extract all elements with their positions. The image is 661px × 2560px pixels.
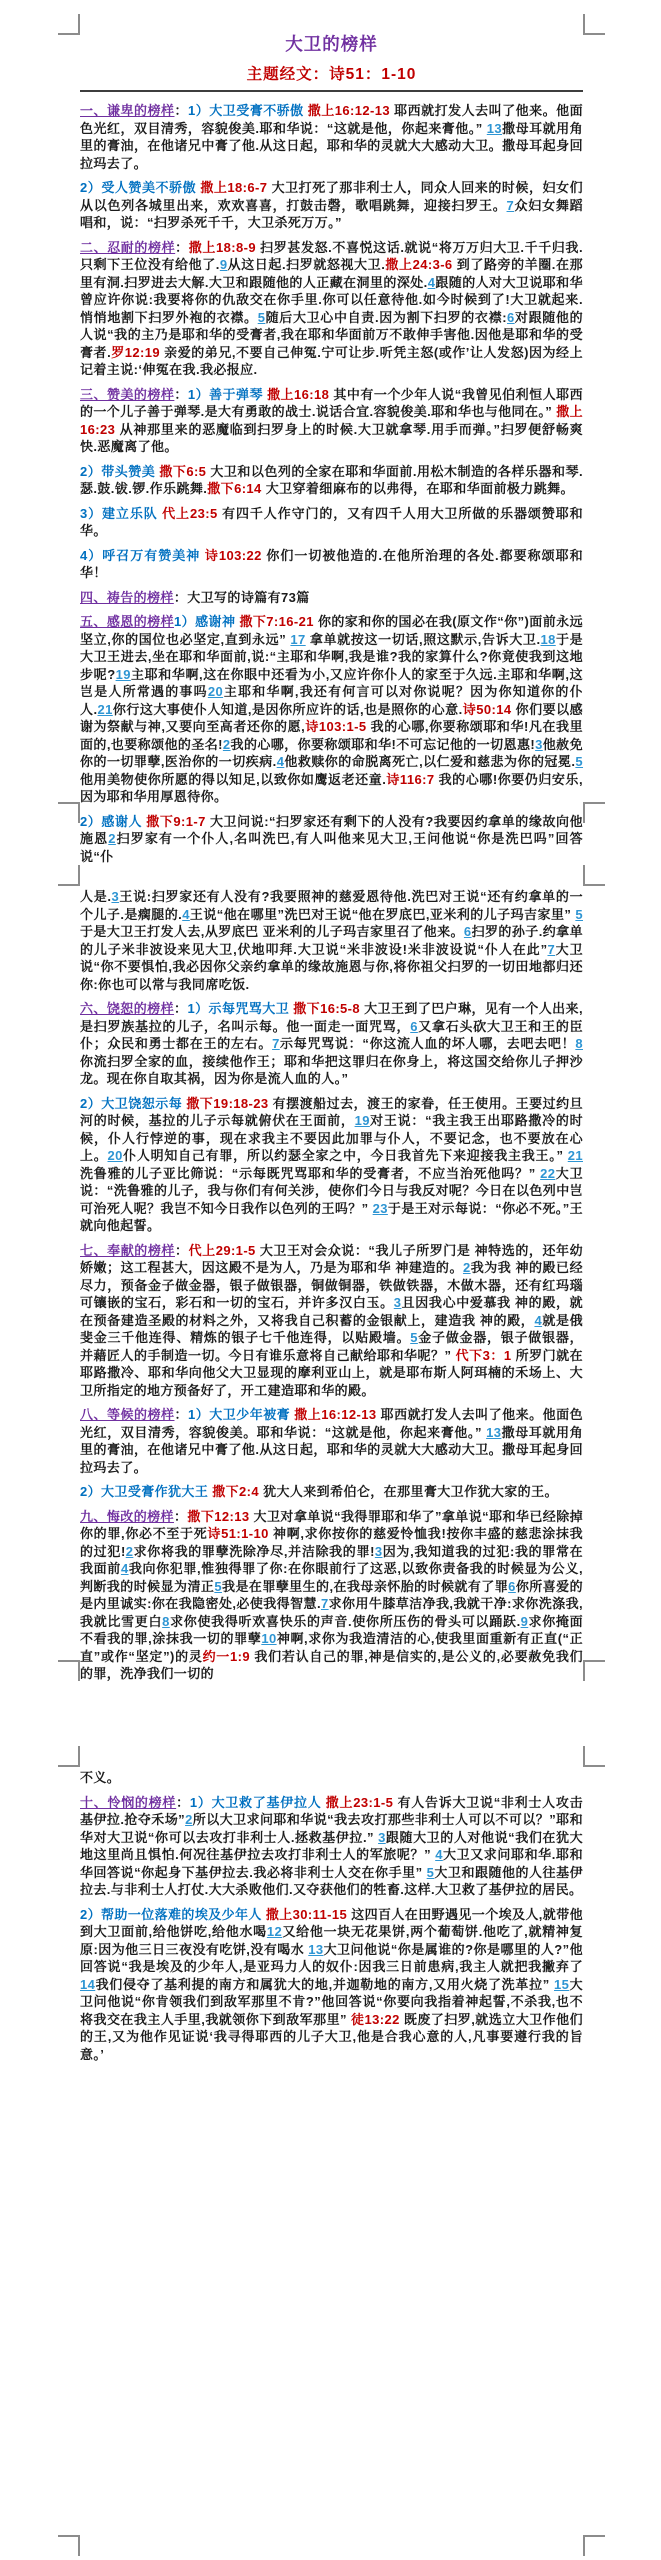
verse-number: 9 (219, 257, 228, 272)
body-text: 大卫打死了那非利士人，同众人回来的时候，妇女们从以色列各城里出来，欢欢喜喜，打鼓击磬，歌唱跳舞，迎接扫罗王。 (80, 180, 584, 213)
page3-top-right-corner-mark (583, 1746, 605, 1767)
verse-number: 7 (506, 197, 515, 213)
body-text: 耶西就打发人去叫了他来。他面色光红，双目清秀，容貌俊美。耶和华说：“这就是他，你起来膏他。” (80, 1407, 583, 1440)
body-text: 于是王对示每说：“你必不死。”王就向他起誓。 (80, 1200, 584, 1233)
verse-number: 7 (320, 1596, 329, 1611)
subpoint-label: 1）善于弹琴 (187, 386, 268, 402)
body-text: 亲爱的弟兄,不要自己伸冤.宁可让步.听凭主怒(或作’让人发怒)因为经上记着主说:‘伸冤在我.我必报应. (80, 344, 583, 377)
scripture-reference: 撒下2:4 (212, 1484, 264, 1499)
verse-number: 7 (547, 941, 556, 957)
scripture-reference: 诗103:22 (204, 547, 267, 563)
verse-number: 5 (426, 1864, 435, 1880)
verse-number: 3 (374, 1543, 383, 1559)
scripture-reference: 撒下16:5-8 (293, 1001, 365, 1016)
body-text: 其中有一个少年人说“我曾见伯利恒人耶西的一个儿子善于弹琴.是大有勇敢的战士.说话合宜.容貌俊美.耶和华也与他同在。” (80, 386, 583, 419)
body-text: 大卫和以色列的全家在耶和华面前.用松木制造的各样乐器和琴.瑟.鼓.钹.锣.作乐跳舞. (80, 463, 583, 496)
paragraph (80, 1406, 583, 1476)
section-heading: 八、等候的榜样 (80, 1407, 175, 1422)
body-text: 求你掩面不看我的罪,涂抹我一切的罪孽 (80, 1613, 583, 1646)
paragraph (80, 1906, 583, 2064)
verse-number: 22 (540, 1165, 556, 1181)
body-text: 你行这大事使仆人知道,是因你所应许的话,也是照你的心意. (112, 701, 463, 717)
verse-number: 21 (567, 1148, 583, 1163)
body-text: 你流扫罗全家的血，接续他作王；耶和华把这罪归在你身上，将这国交给你儿子押沙龙。现在你自取其祸，因为你是流人血的人。” (80, 1053, 583, 1086)
body-text: 你所喜爱的是内里诚实:你在我隐密处,必使我得智慧. (80, 1578, 583, 1611)
body-text: 王说“他在哪里”洗巴对王说“他在罗底巴,亚米利的儿子玛吉家里” (189, 906, 576, 922)
scripture-reference: 撒上23:1-5 (325, 1794, 398, 1810)
page1-body (80, 102, 583, 865)
section-heading: 十、怜悯的榜样 (80, 1794, 177, 1810)
verse-number: 17 (290, 631, 306, 647)
paragraph (80, 547, 583, 582)
body-text: 大卫和跟随他的人往基伊拉去.与非利士人打仗.大大杀败他们.又夺获他们的牲畜.这样.大卫救了基伊拉的居民。 (80, 1864, 583, 1897)
body-text: 主耶和华啊,我还有何言可以对你说呢？因为你知道你的仆人. (80, 684, 583, 717)
body-text: 我向你犯罪,惟独得罪了你:在你眼前行了这恶,以致你责备我的时候显为公义,判断我的时候显为清正 (80, 1561, 583, 1594)
verse-number: 13 (308, 1941, 324, 1957)
body-text: 大卫问他说“你是属谁的?你是哪里的人?”他回答说“我是埃及的少年人,是亚玛力人的奴仆:因我三日前患病,我主人就把我撇弃了 (80, 1941, 583, 1974)
scripture-reference: 撒上18:8-9 (188, 239, 261, 255)
paragraph (80, 1483, 583, 1501)
verse-number: 6 (507, 309, 515, 325)
body-text: 我是在罪孽里生的,在我母亲怀胎的时候就有了罪 (221, 1578, 509, 1594)
body-text: 有摆渡船过去，渡王的家眷，任王使用。王要过约旦河的时候，基拉的儿子示每就俯伏在王面前， (80, 1095, 583, 1128)
scripture-reference: 约一1:9 (202, 1648, 255, 1664)
verse-number: 18 (540, 631, 556, 647)
body-text: 他救赎你的命脱离死亡,以仁爱和慈悲为你的冠冕. (284, 754, 576, 769)
scripture-reference: 撒上16:12-13 (294, 1407, 381, 1422)
verse-number: 19 (354, 1113, 370, 1128)
body-text: 既废了扫罗,就选立大卫作他们的王,又为他作见证说‘我寻得耶西的儿子大卫,他是合我心意的人,凡事要遵行我的旨意。’ (80, 2011, 583, 2062)
section-heading: 九、悔改的榜样 (80, 1508, 174, 1524)
verse-number: 20 (207, 684, 224, 699)
verse-number: 10 (261, 1631, 277, 1646)
paragraph (80, 463, 583, 498)
scripture-reference: 徒13:22 (351, 2011, 404, 2027)
verse-number: 20 (107, 1148, 123, 1163)
body-text: 我们若认自己的罪,神是信实的,是公义的,必要赦免我们的罪，洗净我们一切的 (80, 1648, 583, 1681)
verse-number: 6 (508, 1578, 516, 1594)
body-text: 仆人明知自己有罪，所以约瑟全家之中，今日我首先下来迎接我主我王。” (122, 1148, 568, 1163)
scripture-reference: 撒下6:5 (159, 463, 211, 479)
body-text: 大卫对拿单说“我得罪耶和华了”拿单说“耶和华已经除掉你的罪,你必不至于死 (80, 1508, 584, 1541)
body-text: 于是大卫王打发人去,从罗底巴 亚米利的儿子玛吉家里召了他来。 (80, 924, 464, 939)
scripture-reference: 撒上16:12-13 (307, 103, 395, 118)
verse-number: 5 (257, 309, 266, 325)
paragraph (80, 1242, 583, 1400)
document-subtitle: 主题经文：诗51：1-10 (246, 65, 417, 83)
verse-number: 2 (462, 1260, 471, 1275)
verse-number: 5 (575, 754, 584, 769)
body-text: 且因我心中爱慕我 神的殿，就在预备建造圣殿的材料之外，又将我自己积蓄的金银献上，建造我 神的殿， (80, 1295, 584, 1328)
paragraph (80, 589, 583, 607)
verse-number: 2 (125, 1543, 134, 1559)
body-text: 大卫又求问耶和华.耶和华回答说“你起身下基伊拉去.我必将非利士人交在你手里” (80, 1847, 583, 1880)
verse-number: 14 (80, 1976, 96, 1992)
body-text: 对跟随他的人说“我的主乃是耶和华的受膏者,我在耶和华面前万不敢伸手害他.因他是耶和华的受膏者. (80, 309, 583, 360)
paragraph (80, 1000, 583, 1088)
body-text: 你们一切被他造的.在他所治理的各处.都要称颂耶和华！ (80, 547, 584, 580)
subpoint-label: 2）带头赞美 (80, 463, 160, 479)
body-text: 众妇女舞蹈唱和，说：“扫罗杀死千千，大卫杀死万万。” (80, 197, 583, 230)
verse-number: 19 (115, 666, 131, 682)
body-text: 他用美物使你所愿的得以知足,以致你如鹰返老还童. (80, 771, 387, 787)
page1-top-right-corner-mark (583, 14, 605, 35)
paragraph (80, 102, 583, 172)
verse-number: 3 (378, 1829, 386, 1845)
scripture-reference: 罗12:19 (111, 344, 165, 360)
body-text: 大卫说：“洗鲁雅的儿子，我与你们有何关涉，使你们今日与我反对呢？今日在以色列中岂可治死人呢？我岂不知今日我作以色列的王吗？” (80, 1165, 583, 1216)
body-text: 于是大卫王进去,坐在耶和华面前,说:“主耶和华啊,我是谁?我的家算什么?你竟使我到这地步呢? (80, 631, 583, 682)
body-text: 洗鲁雅的儿子亚比筛说：“示每既咒骂耶和华的受膏者，不应当治死他吗？” (80, 1165, 541, 1181)
verse-number: 4 (276, 754, 285, 769)
verse-number: 4 (120, 1561, 129, 1576)
scripture-reference: 诗51:1-10 (207, 1526, 274, 1541)
subpoint-label: 2）受人赞美不骄傲 (80, 180, 201, 195)
page3-top-left-corner-mark (58, 1746, 80, 1767)
verse-number: 3 (535, 736, 543, 752)
paragraph (80, 888, 583, 993)
paragraph (80, 613, 583, 806)
scripture-reference: 撒下6:14 (207, 481, 266, 496)
paragraph (80, 1794, 583, 1899)
subtitle-divider (80, 90, 583, 92)
document-page-2 (80, 888, 583, 1690)
paragraph (80, 813, 583, 866)
body-text: ： (175, 239, 189, 255)
subpoint-label: 3）建立乐队 (80, 505, 163, 521)
verse-number: 3 (111, 889, 120, 904)
subpoint-label: 1）示每咒骂大卫 (187, 1001, 294, 1016)
body-text: 你的家和你的国必在我(原文作“你”)面前永远坚立,你的国位也必坚定,直到永远” (80, 614, 583, 647)
verse-number: 5 (214, 1578, 222, 1594)
verse-number: 2 (185, 1812, 193, 1827)
scripture-reference: 撒下7:16-21 (239, 614, 318, 629)
section-heading: 六、饶恕的榜样 (80, 1001, 175, 1016)
verse-number: 3 (393, 1295, 402, 1310)
page1-bottom-right-corner-mark (583, 802, 605, 823)
scripture-reference: 撒上16:18 (267, 386, 334, 402)
body-text: 他赦免你的一切罪孽,医治你的一切疾病. (80, 736, 583, 769)
paragraph (80, 1095, 583, 1235)
body-text: 又拿石头砍大卫王和王的臣仆；众民和勇士都在王的左右。 (80, 1018, 583, 1051)
body-text: ：大卫写的诗篇有73篇 (173, 589, 310, 605)
body-text: ： (174, 103, 188, 118)
body-text: 主耶和华啊,这在你眼中还看为小,又应许你仆人的家至于久远.主耶和华啊,这岂是人所常遇的事吗 (80, 666, 583, 699)
body-text: ： (173, 1508, 188, 1524)
body-text: 就是俄斐金三千他连得、精炼的银子七千他连得，以贴殿墙。 (80, 1312, 584, 1345)
paragraph (80, 1508, 583, 1683)
body-text: 从这日起.扫罗就怒视大卫. (227, 257, 386, 272)
document-page-1 (80, 36, 583, 872)
body-text: 所罗门就在耶路撒冷、耶和华向他父大卫显现的摩利亚山上，就是耶布斯人阿珥楠的禾场上、大卫所指定的地方预备好了，开工建造耶和华的殿。 (80, 1347, 583, 1398)
scripture-reference: 代上23:5 (162, 505, 223, 521)
body-text: 大卫王到了巴户琳，见有一个人出来,是扫罗族基拉的儿子，名叫示每。他一面走一面咒骂， (80, 1001, 583, 1034)
body-text: 跟随大卫的人对他说“我们在犹大地这里尚且惧怕.何况往基伊拉去攻打非利士人的军旅呢？” (80, 1829, 583, 1862)
verse-number: 4 (427, 274, 436, 290)
body-text: 到了路旁的羊圈.在那里有洞.扫罗进去大解.大卫和跟随他的人正藏在洞里的深处. (80, 257, 583, 290)
body-text: 求你将我的罪孽洗除净尽,并洁除我的罪! (133, 1543, 375, 1559)
subpoint-label: 4）呼召万有赞美神 (80, 547, 205, 563)
body-text: 人是. (80, 889, 112, 904)
scripture-reference: 代下3：1 (455, 1347, 516, 1363)
body-text: 耶西就打发人去叫了他来。他面色光红，双目清秀，容貌俊美.耶和华说：“这就是他，你起来膏他。” (80, 103, 583, 136)
scripture-reference: 撒上18:6-7 (200, 180, 272, 195)
scripture-reference: 诗103:1-5 (305, 719, 371, 734)
verse-number: 9 (520, 1613, 529, 1629)
body-text: 有四千人作守门的，又有四千人用大卫所做的乐器颂赞耶和华。 (80, 505, 583, 538)
section-heading: 四、祷告的榜样 (80, 589, 174, 605)
verse-number: 7 (272, 1036, 280, 1051)
body-text: 大卫说“你不要惧怕,我必因你父亲约拿单的缘故施恩与你,将你祖父扫罗的一切田地都归还你:你也可以常与我同席吃饭. (80, 941, 583, 992)
body-text: 这四百人在田野遇见一个埃及人,就带他到大卫面前,给他饼吃,给他水喝 (80, 1906, 583, 1939)
document-title: 大卫的榜样 (285, 34, 378, 54)
verse-number: 8 (162, 1613, 170, 1629)
body-text: 犹大人来到希伯仑，在那里膏大卫作犹大家的王。 (263, 1484, 558, 1499)
verse-number: 8 (575, 1036, 583, 1051)
paragraph (80, 239, 583, 379)
page1-bottom-left-corner-mark (58, 802, 80, 823)
body-text: 我的心哪，你要称颂耶和华!不可忘记他的一切恩惠! (230, 736, 536, 752)
page2-top-left-corner-mark (58, 865, 80, 886)
subpoint-label: 2）大卫饶恕示每 (80, 1095, 187, 1111)
verse-number: 6 (410, 1018, 418, 1034)
body-text: 神啊,求你按你的慈爱怜恤我!按你丰盛的慈悲涂抹我的过犯! (80, 1526, 583, 1559)
page3-bottom-right-corner-mark (583, 2535, 605, 2556)
verse-number: 21 (97, 701, 113, 717)
body-text: 神啊,求你为我造清洁的心,使我里面重新有正直(“正直”或作“坚定”)的灵 (80, 1631, 583, 1664)
body-text: 扫罗的孙子.约拿单的儿子米非波设来见大卫,伏地叩拜.大卫说“米非波设!米非波设说“仆人在此” (80, 924, 583, 957)
verse-number: 15 (554, 1976, 570, 1992)
body-text: ： (174, 1001, 188, 1016)
section-heading: 二、忍耐的榜样 (80, 239, 176, 255)
page3-bottom-left-corner-mark (58, 2535, 80, 2556)
verse-number: 13 (486, 120, 503, 136)
body-text: 扫罗家有一个仆人,名叫洗巴,有人叫他来见大卫,王问他说“你是洗巴吗”回答说“仆 (80, 831, 583, 864)
body-text: 撒母耳就用角里的膏油，在他诸兄中膏了他.从这日起，耶和华的灵就大大感动大卫。撒母耳起身回拉玛去了。 (80, 1424, 583, 1475)
body-text: 大卫问他说“你肯领我们到敌军那里不肯?”他回答说“你要向我指着神起誓,不杀我,也不将我交在我主人手里,我就领你下到敌军那里” (80, 1976, 583, 2027)
body-text: 示每咒骂说：“你这流人血的坏人哪，去吧去吧！ (279, 1036, 576, 1051)
body-text: 求你用牛膝草洁净我,我就干净:求你洗涤我,我就比雪更白 (80, 1596, 584, 1629)
body-text: 又给他一块无花果饼,两个葡萄饼.他吃了,就精神复原:因为他三日三夜没有吃饼,没有喝水 (80, 1924, 583, 1957)
section-heading: 三、赞美的榜样 (80, 386, 175, 402)
body-text: 我为我 神的殿已经尽力，预备金子做金器，银子做银器，铜做铜器，铁做铁器，木做木器，还有红玛瑙可镶嵌的宝石，彩石和一切的宝石，并许多汉白玉。 (80, 1260, 583, 1310)
page1-top-left-corner-mark (58, 14, 80, 35)
body-text: 不义。 (80, 1770, 121, 1785)
body-text: 撒母耳就用角里的膏油，在他诸兄中膏了他.从这日起，耶和华的灵就大大感动大卫。撒母耳起身回拉玛去了。 (80, 120, 583, 171)
body-text: 大卫问说:“扫罗家还有剩下的人没有?我要因约拿单的缘故向他施恩 (80, 813, 583, 846)
body-text: 对王说：“我主我王出耶路撒冷的时候，仆人行悖逆的事，现在求我主不要因此加罪与仆人，不要记念，也不要放在心上。 (80, 1113, 583, 1163)
body-text: 因为,我知道我的过犯:我的罪常在我面前 (80, 1543, 584, 1576)
body-text: 我们侵夺了基利提的南方和属犹大的地,并迦勒地的南方,又用火烧了洗革拉” (95, 1976, 555, 1992)
paragraph (80, 505, 583, 540)
body-text: 大卫穿着细麻布的以弗得，在耶和华面前极力跳舞。 (265, 481, 574, 496)
verse-number: 4 (182, 906, 190, 922)
body-text: 王说:扫罗家还有人没有?我要照神的慈爱恩待他.洗巴对王说“还有约拿单的一个儿子.是瘸腿的. (80, 889, 583, 922)
body-text: 我的心哪!你要仍归安乐,因为耶和华用厚恩待你。 (80, 771, 583, 804)
subpoint-label: 1）大卫少年被膏 (187, 1407, 295, 1422)
subpoint-label: 1）大卫救了基伊拉人 (189, 1794, 326, 1810)
subpoint-label: 2）感谢人 (80, 813, 147, 829)
scripture-reference: 撒上30:11-15 (265, 1906, 352, 1922)
body-text: 求你使我得听欢喜快乐的声音.使你所压伤的骨头可以踊跃. (169, 1613, 521, 1629)
body-text: 你们要以感谢为祭献与神,又要向至高者还你的愿, (80, 701, 583, 734)
scripture-reference: 撒上24:3-6 (385, 257, 457, 272)
scripture-reference: 代上29:1-5 (188, 1242, 260, 1258)
page2-bottom-right-corner-mark (583, 1660, 605, 1681)
verse-number: 4 (534, 1312, 543, 1328)
paragraph (80, 179, 583, 232)
section-heading: 一、谦卑的榜样 (80, 103, 175, 118)
verse-number: 5 (575, 906, 583, 922)
verse-number: 23 (372, 1200, 388, 1216)
scripture-reference: 诗116:7 (386, 771, 439, 787)
scripture-reference: 撒下19:18-23 (186, 1095, 273, 1111)
scripture-reference: 撒上16:23 (80, 404, 583, 437)
body-text: 大卫王对会众说：“我儿子所罗门是 神特选的，还年幼娇嫩；这工程甚大，因这殿不是为人，乃是为耶和华 神建造的。 (80, 1242, 583, 1275)
body-text: 拿单就按这一切话,照这默示,告诉大卫. (305, 631, 541, 647)
subpoint-label: 1）感谢神 (174, 614, 240, 629)
scripture-reference: 撒下9:1-7 (146, 813, 210, 829)
verse-number: 2 (222, 736, 231, 752)
body-text: 扫罗甚发怒.不喜悦这话.就说“将万万归大卫.千千归我.只剩下王位没有给他了. (80, 239, 584, 272)
page2-top-right-corner-mark (583, 865, 605, 886)
subpoint-label: 2）帮助一位落难的埃及少年人 (80, 1906, 266, 1922)
body-text: ： (174, 386, 188, 402)
scripture-reference: 诗50:14 (462, 701, 516, 717)
paragraph (80, 1769, 583, 1787)
body-text: 跟随的人对大卫说耶和华曾应许你说:我要将你的仇敌交在你手里.你可以任意待他.如今时候到了!大卫就起来.悄悄地割下扫罗外袍的衣襟。 (80, 274, 583, 325)
scripture-reference: 撒下12:13 (187, 1508, 254, 1524)
body-text: ： (174, 1242, 189, 1258)
body-text: 随后大卫心中自责.因为割下扫罗的衣襟: (265, 309, 507, 325)
subpoint-label: 2）大卫受膏作犹大王 (80, 1484, 213, 1499)
verse-number: 6 (463, 924, 472, 939)
page2-body (80, 888, 583, 1683)
page3-body (80, 1769, 583, 2063)
body-text: ： (174, 1407, 188, 1422)
section-heading: 七、奉献的榜样 (80, 1242, 175, 1258)
body-text: ： (176, 1794, 190, 1810)
body-text: 金子做金器，银子做银器，并藉匠人的手制造一切。今日有谁乐意将自己献给耶和华呢？” (80, 1330, 583, 1363)
verse-number: 13 (486, 1424, 502, 1440)
body-text: 有人告诉大卫说“非利士人攻击基伊拉.抢夺禾场” (80, 1794, 583, 1827)
body-text: 我的心哪,你要称颂耶和华!凡在我里面的,也要称颂他的圣名! (80, 719, 583, 752)
verse-number: 12 (266, 1924, 283, 1939)
verse-number: 5 (410, 1330, 418, 1345)
document-page-3 (80, 1769, 583, 2070)
paragraph (80, 386, 583, 456)
subpoint-label: 1）大卫受膏不骄傲 (187, 103, 308, 118)
body-text: 从神那里来的恶魔临到扫罗身上的时候.大卫就拿琴.用手而弹。”扫罗便舒畅爽快.恶魔离了他。 (80, 421, 583, 454)
verse-number: 2 (108, 831, 116, 846)
body-text: 所以大卫求问耶和华说“我去攻打那些非利士人可以不可以？”耶和华对大卫说“你可以去攻打非利士人.拯救基伊拉.” (80, 1812, 583, 1845)
verse-number: 4 (435, 1847, 443, 1862)
section-heading: 五、感恩的榜样 (80, 614, 175, 629)
page2-bottom-left-corner-mark (58, 1660, 80, 1681)
